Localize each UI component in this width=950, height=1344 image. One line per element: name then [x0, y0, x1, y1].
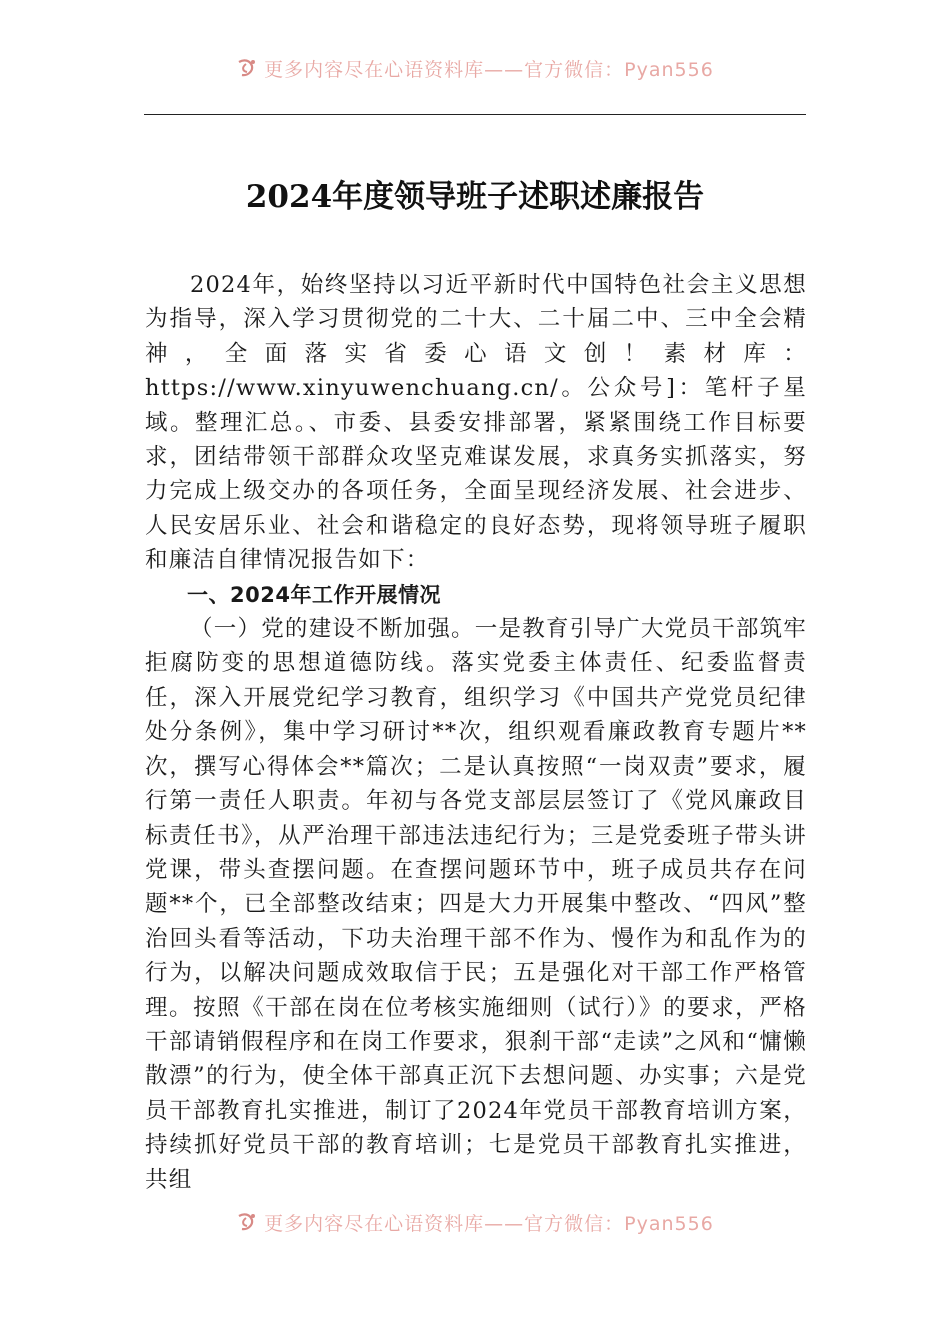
logo-icon [236, 1212, 258, 1235]
watermark-text: 更多内容尽在心语资料库——官方微信：Pyan556 [264, 1213, 714, 1235]
header-rule [144, 114, 806, 115]
document-body [145, 268, 807, 1197]
watermark-footer [0, 1209, 950, 1235]
intro-paragraph: 2024年，始终坚持以习近平新时代中国特色社会主义思想为指导，深入学习贯彻党的二十大、二十届二中、三中全会精神，全面落实省委心语文创！素材库：https://www.xinyuwenchuang.cn/。公众号]：笔杆子星域。整理汇总。、市委、县委安排部署，紧紧围绕工作目标要求，团结带领干部群众攻坚克难谋发展，求真务实抓落实，努力完成上级交办的各项任务，全面呈现经济发展、社会进步、人民安居乐业、社会和谐稳定的良好态势，现将领导班子履职和廉洁自律情况报告如下： [145, 272, 807, 574]
section-heading: 一、2024年工作开展情况 [187, 582, 441, 607]
watermark-text: 更多内容尽在心语资料库——官方微信：Pyan556 [264, 59, 714, 81]
logo-icon [236, 58, 258, 81]
section-paragraph: （一）党的建设不断加强。一是教育引导广大党员干部筑牢拒腐防变的思想道德防线。落实党委主体责任、纪委监督责任，深入开展党纪学习教育，组织学习《中国共产党党员纪律处分条例》，集中学习研讨**次，组织观看廉政教育专题片**次，撰写心得体会**篇次；二是认真按照“一岗双责”要求，履行第一责任人职责。年初与各党支部层层签订了《党风廉政目标责任书》，从严治理干部违法违纪行为；三是党委班子带头讲党课，带头查摆问题。在查摆问题环节中，班子成员共存在问题**个，已全部整改结束；四是大力开展集中整改、“四风”整治回头看等活动，下功夫治理干部不作为、慢作为和乱作为的行为，以解决问题成效取信于民；五是强化对干部工作严格管理。按照《干部在岗在位考核实施细则（试行）》的要求，严格干部请销假程序和在岗工作要求，狠刹干部“走读”之风和“慵懒散漂”的行为，使全体干部真正沉下去想问题、办实事；六是党员干部教育扎实推进，制订了2024年党员干部教育培训方案，持续抓好党员干部的教育培训；七是党员干部教育扎实推进，共组 [145, 616, 807, 1193]
document-title: 2024年度领导班子述职述廉报告 [245, 179, 705, 215]
watermark-header [0, 55, 950, 81]
